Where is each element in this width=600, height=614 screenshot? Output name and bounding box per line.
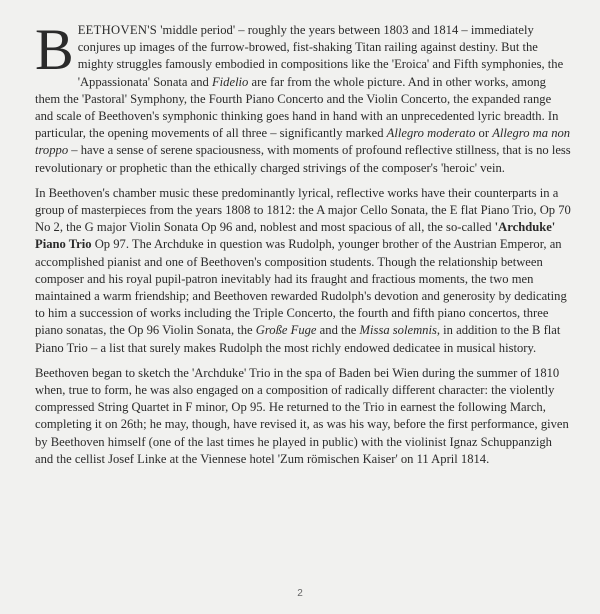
p2-italic-grosse-fuge: Große Fuge [255,323,317,338]
p1-text-2: are far from the whole picture. And in other works, among them the 'Pastoral' Symphony, the Fourth Piano Concerto and the Violin Concerto, the expanded range and scale of Beethoven's symphonic thinking goes hand in hand with an unprecedented lyric breadth. In particular, the opening movements of all three – significantly marked [35,74,559,141]
p1-text-3: or [475,126,493,141]
p2-text-3: and the [316,323,360,338]
p1-text-1: 'middle period' – roughly the years between 1803 and 1814 – immediately conjures up images of the furrow-browed, fist-shaking Titan railing against destiny. But the mighty struggles famously embodied in compositions like the 'Eroica' and Fifth symphonies, the 'Appassionata' Sonata and [77,23,564,89]
p2-text-1: In Beethoven's chamber music these predominantly lyrical, reflective works have their counterparts in a group of masterpieces from the years 1808 to 1812: the A major Cello Sonata, the E flat Piano Trio, Op 70 No 2, the G major Violin Sonata Op 96 and, noblest and most spacious of all, the so-called [35,185,571,235]
lead-word: EETHOVEN'S [77,23,158,37]
p2-text-2: Op 97. The Archduke in question was Rudolph, younger brother of the Austrian Emperor, an accomplished pianist and one of Beethoven's composition students. Though the relationship between composer and his royal pupil-patron inevitably had its fraught and fractious moments, the two men maintained a warm friendship; and Beethoven rewarded Rudolph's devotion and generosity by dedicating to him a succession of works including the Triple Concerto, the fourth and fifth piano concertos, three piano sonatas, the Op 96 Violin Sonata, the [35,237,567,338]
p2-italic-missa-solemnis: Missa solemnis [359,323,437,338]
p2-bold-archduke-trio: 'Archduke' Piano Trio [35,220,556,252]
paragraph-1 [35,17,571,177]
paragraph-2 [35,185,571,357]
paragraph-3 [35,365,571,468]
drop-cap: B [35,17,74,82]
p3-text-1: Beethoven began to sketch the 'Archduke' Trio in the spa of Baden bei Wien during the summer of 1810 when, true to form, he was also engaged on a composition of radically different character: the violently compressed String Quartet in F minor, Op 95. He returned to the Trio in earnest the following March, completing it on 26th; he may, though, have revised it, as was his way, before the first performance, given by Beethoven himself (one of the last times he played in public) with the violinist Ignaz Schuppanzigh and the cellist Josef Linke at the Viennese hotel 'Zum römischen Kaiser' on 11 April 1814. [35,365,569,466]
p1-text-4: – have a sense of serene spaciousness, with moments of profound reflective stillness, that is no less revolutionary or prophetic than the ethically charged strivings of the composer's 'heroic' vein. [35,143,571,175]
page-number: 2 [297,588,303,599]
p1-italic-allegro-moderato: Allegro moderato [386,126,476,141]
p2-text-4: , in addition to the B flat Piano Trio – a list that surely makes Rudolph the most richly endowed dedicatee in musical history. [35,323,561,355]
p1-italic-allegro-ma-non-troppo: Allegro ma non troppo [35,126,571,158]
p1-italic-fidelio: Fidelio [211,74,249,89]
document-body [35,17,571,476]
